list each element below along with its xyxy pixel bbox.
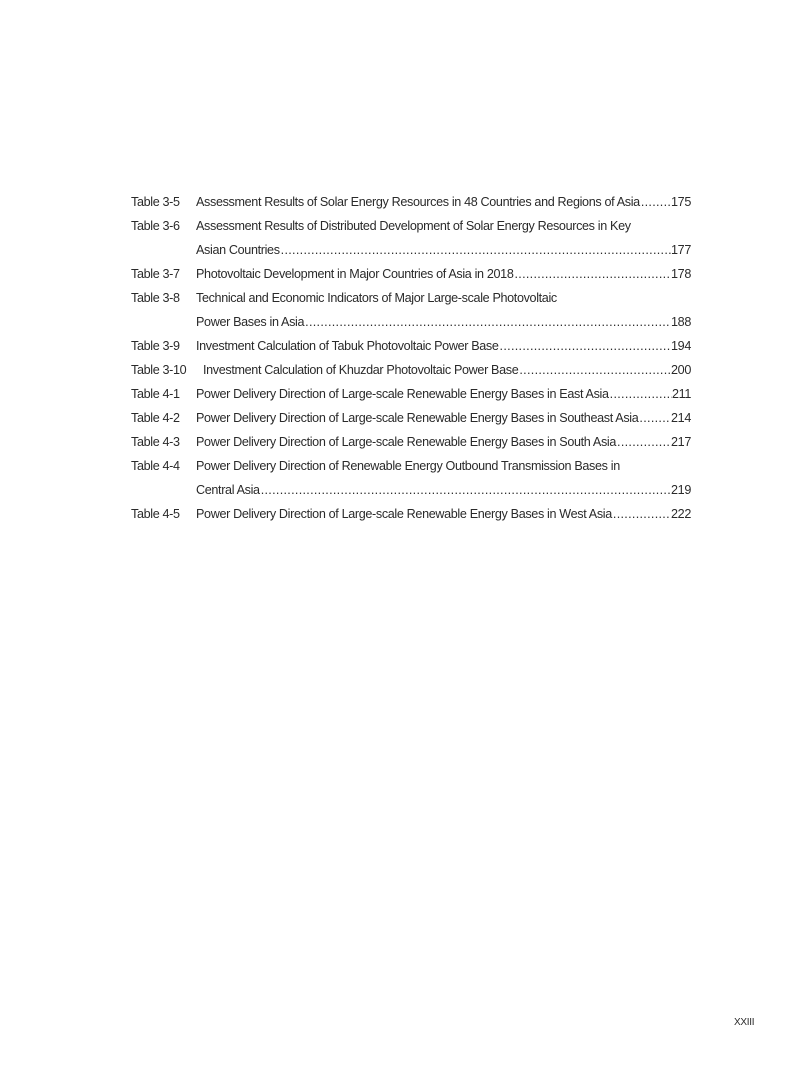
table-title: Investment Calculation of Khuzdar Photovoltaic Power Base — [203, 363, 519, 377]
table-title: Central Asia — [196, 483, 260, 497]
dot-leader — [499, 337, 671, 361]
table-label: Table 4-2 — [131, 411, 180, 425]
page-ref: 178 — [671, 267, 691, 281]
toc-entry-line[interactable] — [131, 265, 691, 289]
indent — [131, 481, 196, 505]
table-title: Investment Calculation of Tabuk Photovoltaic Power Base — [196, 339, 499, 353]
table-label: Table 3-6 — [131, 219, 180, 233]
dot-leader — [513, 265, 671, 289]
dot-leader — [638, 409, 671, 433]
page-ref: 214 — [671, 411, 691, 425]
table-title: Power Delivery Direction of Large-scale Renewable Energy Bases in West Asia — [196, 507, 612, 521]
toc-entry-line[interactable] — [131, 313, 691, 337]
indent — [131, 313, 196, 337]
dot-leader — [518, 361, 671, 385]
toc-entry-line[interactable] — [131, 433, 691, 457]
dot-leader — [612, 505, 671, 529]
page-number: XXIII — [734, 1017, 755, 1028]
dot-leader — [616, 433, 671, 457]
table-label: Table 4-1 — [131, 387, 180, 401]
page-ref: 175 — [671, 195, 691, 209]
table-label: Table 3-5 — [131, 195, 180, 209]
table-title: Technical and Economic Indicators of Major Large-scale Photovoltaic — [196, 291, 557, 305]
table-label: Table 3-8 — [131, 291, 180, 305]
dot-leader — [304, 313, 671, 337]
dot-leader — [609, 385, 672, 409]
table-title: Power Delivery Direction of Large-scale Renewable Energy Bases in South Asia — [196, 435, 617, 449]
table-label: Table 4-3 — [131, 435, 180, 449]
toc-entry-line[interactable] — [131, 289, 691, 313]
page-ref: 217 — [671, 435, 691, 449]
toc-entry-line[interactable] — [131, 241, 691, 265]
table-title: Photovoltaic Development in Major Countries of Asia in 2018 — [196, 267, 514, 281]
indent — [131, 241, 196, 265]
page-ref: 222 — [671, 507, 691, 521]
dot-leader — [280, 241, 671, 265]
toc-entry-line[interactable] — [131, 385, 691, 409]
page-ref: 211 — [671, 387, 691, 401]
table-title: Assessment Results of Solar Energy Resources in 48 Countries and Regions of Asia — [196, 195, 640, 209]
toc-entry-line[interactable] — [131, 457, 691, 481]
dot-leader — [640, 193, 671, 217]
table-title: Power Delivery Direction of Large-scale Renewable Energy Bases in Southeast Asia — [196, 411, 639, 425]
page-ref: 200 — [671, 363, 691, 377]
table-title: Power Bases in Asia — [196, 315, 305, 329]
table-label: Table 3-9 — [131, 339, 180, 353]
page-ref: 194 — [671, 339, 691, 353]
table-label: Table 4-5 — [131, 507, 180, 521]
toc-entry-line[interactable] — [131, 361, 691, 385]
table-title: Assessment Results of Distributed Development of Solar Energy Resources in Key — [196, 219, 631, 233]
table-title: Power Delivery Direction of Renewable Energy Outbound Transmission Bases in — [196, 459, 620, 473]
toc-entry-line[interactable] — [131, 481, 691, 505]
list-of-tables — [131, 193, 691, 529]
toc-entry-line[interactable] — [131, 409, 691, 433]
toc-entry-line[interactable] — [131, 337, 691, 361]
table-title: Power Delivery Direction of Large-scale Renewable Energy Bases in East Asia — [196, 387, 609, 401]
page-ref: 188 — [671, 315, 691, 329]
table-label: Table 3-10 — [131, 363, 187, 377]
table-label: Table 4-4 — [131, 459, 180, 473]
toc-entry-line[interactable] — [131, 217, 691, 241]
page-ref: 219 — [671, 483, 691, 497]
table-title: Asian Countries — [196, 243, 280, 257]
toc-entry-line[interactable] — [131, 193, 691, 217]
page-ref: 177 — [671, 243, 691, 257]
toc-entry-line[interactable] — [131, 505, 691, 529]
table-label: Table 3-7 — [131, 267, 180, 281]
dot-leader — [260, 481, 671, 505]
